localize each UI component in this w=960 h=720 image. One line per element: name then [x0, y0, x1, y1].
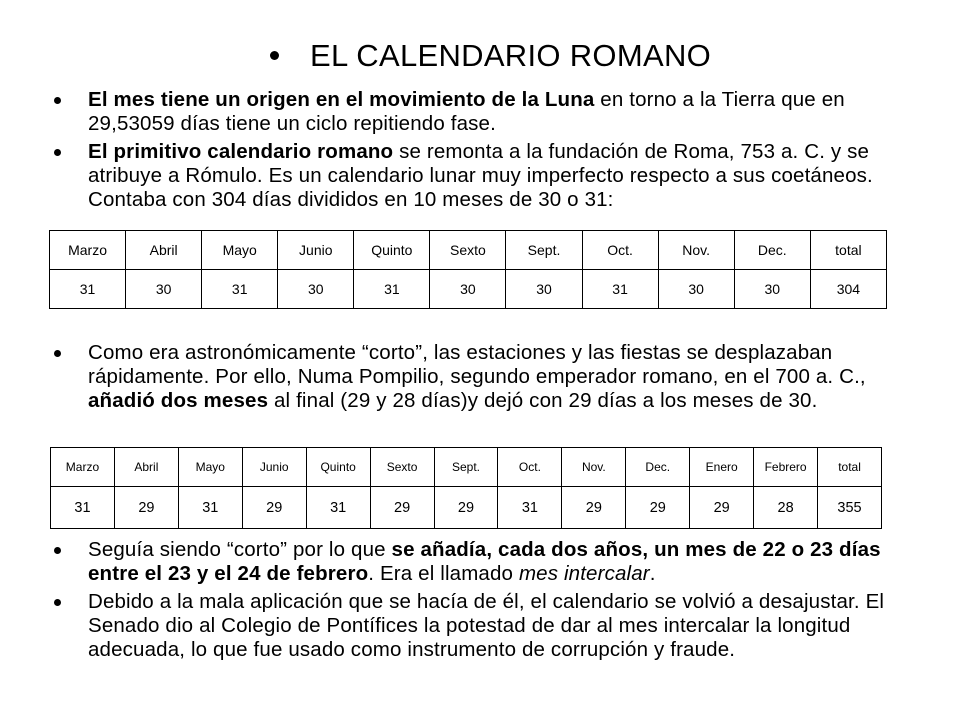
table-cell: 29 [690, 487, 754, 529]
table-cell: 31 [202, 270, 278, 309]
calendar-table-numa [50, 447, 882, 529]
table-cell: 31 [582, 270, 658, 309]
table-cell: 29 [626, 487, 690, 529]
table-cell: 29 [562, 487, 626, 529]
table-cell: 304 [810, 270, 886, 309]
table-header-cell: Dec. [734, 231, 810, 270]
table-header-cell: Dec. [626, 448, 690, 487]
body-text: Seguía siendo “corto” por lo que [88, 538, 392, 561]
table-cell: 31 [354, 270, 430, 309]
table-header-cell: Junio [278, 231, 354, 270]
body-text: . Era el llamado [368, 562, 519, 585]
body-text: Debido a la mala aplicación que se hacía de él, el calendario se volvió a desajustar. El Senado dio al Colegio de Pontífices la potestad de dar al mes intercalar la longitud adecuada, lo que fue usado como instrumento de corrupción y fraude. [88, 590, 885, 661]
table-header-cell: Mayo [202, 231, 278, 270]
body-text: en torno a la Tierra que en 29,53059 días tiene un ciclo repitiendo fase. [88, 88, 845, 135]
table-header-cell: Enero [690, 448, 754, 487]
body-text: al final (29 y 28 días)y dejó con 29 días a los meses de 30. [268, 389, 818, 412]
table-row [51, 487, 882, 529]
table-header-cell: Oct. [498, 448, 562, 487]
table-cell: 30 [126, 270, 202, 309]
table-header-cell: Nov. [562, 448, 626, 487]
table-header-cell: Sexto [430, 231, 506, 270]
bullet-icon [270, 51, 279, 60]
table-cell: 31 [306, 487, 370, 529]
table-header-cell: Marzo [50, 231, 126, 270]
table-cell: 28 [754, 487, 818, 529]
table-header-cell: Abril [114, 448, 178, 487]
body-text: . [649, 562, 656, 585]
table-cell: 30 [658, 270, 734, 309]
bullet-icon [54, 547, 61, 554]
table-header-row [50, 231, 887, 270]
table-header-cell: Quinto [306, 448, 370, 487]
title-text: EL CALENDARIO ROMANO [310, 38, 712, 73]
bold-text: se añadía, cada dos años, un mes de 22 o 23 días entre el 23 y el 24 de febrero [88, 538, 881, 585]
bullet-icon [54, 97, 61, 104]
table-cell: 30 [278, 270, 354, 309]
table-header-cell: Mayo [178, 448, 242, 487]
table-header-row [51, 448, 882, 487]
table-header-cell: Junio [242, 448, 306, 487]
table-cell: 29 [242, 487, 306, 529]
bold-text: El mes tiene un origen en el movimiento de la Luna [88, 88, 595, 111]
table-header-cell: total [810, 231, 886, 270]
table-header-cell: Febrero [754, 448, 818, 487]
bold-text: El primitivo calendario romano [88, 140, 394, 163]
table-header-cell: total [818, 448, 882, 487]
table-cell: 31 [51, 487, 115, 529]
body-text: Como era astronómicamente “corto”, las estaciones y las fiestas se desplazaban rápidamente. Por ello, Numa Pompilio, segundo emperador romano, en el 700 a. C., [88, 341, 866, 388]
table-header-cell: Sept. [506, 231, 582, 270]
table-header-cell: Abril [126, 231, 202, 270]
table-cell: 31 [498, 487, 562, 529]
table-cell: 31 [50, 270, 126, 309]
italic-text: mes intercalar [518, 562, 650, 585]
bullet-icon [54, 350, 61, 357]
calendar-table-romulo [49, 230, 887, 309]
table-cell: 29 [114, 487, 178, 529]
body-text: se remonta a la fundación de Roma, 753 a. C. y se atribuye a Rómulo. Es un calendario lunar muy imperfecto respecto a sus coetáneos. Contaba con 304 días divididos en 10 meses de 30 o 31: [88, 140, 873, 211]
table-cell: 30 [430, 270, 506, 309]
table-row [50, 270, 887, 309]
table-header-cell: Sexto [370, 448, 434, 487]
table-cell: 30 [506, 270, 582, 309]
table-cell: 29 [370, 487, 434, 529]
table-header-cell: Nov. [658, 231, 734, 270]
table-cell: 29 [434, 487, 498, 529]
table-header-cell: Quinto [354, 231, 430, 270]
bullet-icon [54, 149, 61, 156]
bullet-icon [54, 599, 61, 606]
table-header-cell: Oct. [582, 231, 658, 270]
table-cell: 30 [734, 270, 810, 309]
table-header-cell: Sept. [434, 448, 498, 487]
table-cell: 31 [178, 487, 242, 529]
table-cell: 355 [818, 487, 882, 529]
table-header-cell: Marzo [51, 448, 115, 487]
bold-text: añadió dos meses [88, 389, 269, 412]
